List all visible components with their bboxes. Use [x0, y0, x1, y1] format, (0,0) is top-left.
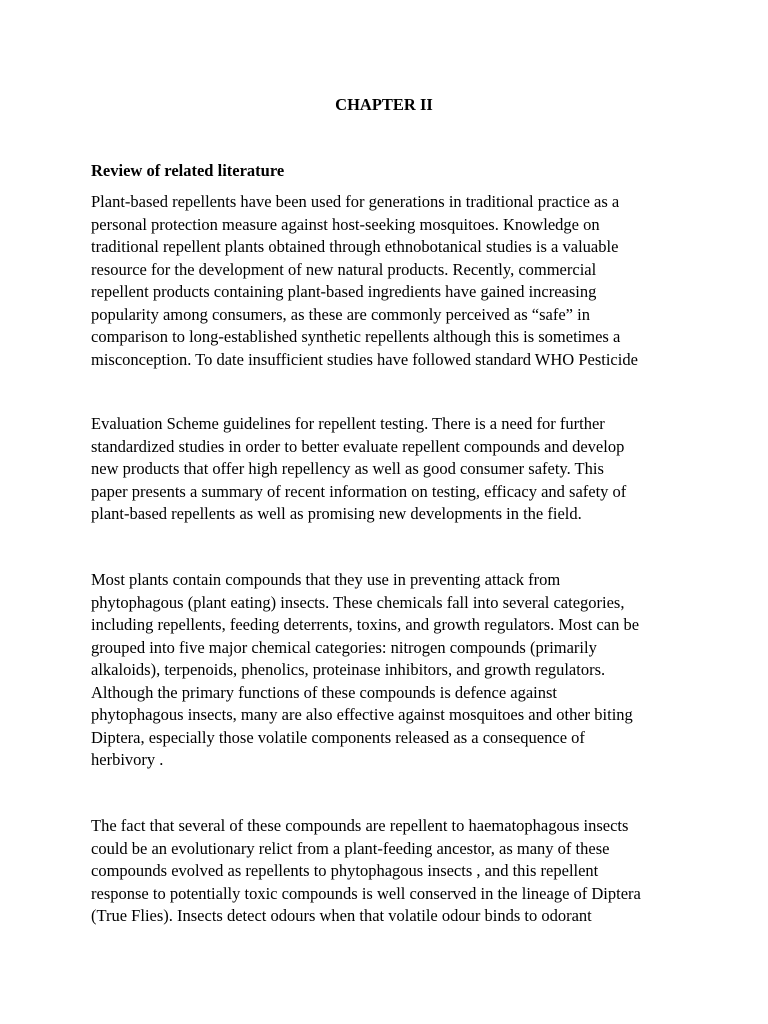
- paragraph-line: personal protection measure against host-seeking mosquitoes. Knowledge on: [91, 214, 600, 234]
- paragraph-line: comparison to long-established synthetic repellents although this is sometimes a: [91, 327, 621, 346]
- section-heading: Review of related literature: [91, 161, 285, 180]
- paragraph-line: phytophagous (plant eating) insects. These chemicals fall into several categories,: [91, 592, 625, 612]
- paragraph-line: compounds evolved as repellents to phytophagous insects , and this repellent: [91, 861, 599, 880]
- paragraph-line: including repellents, feeding deterrents, toxins, and growth regulators. Most can be: [91, 615, 640, 634]
- paragraph-line: standardized studies in order to better evaluate repellent compounds and develop: [91, 436, 625, 456]
- paragraph-line: resource for the development of new natural products. Recently, commercial: [91, 259, 597, 279]
- paragraph-1: [91, 191, 711, 371]
- paragraph-line: response to potentially toxic compounds is well conserved in the lineage of Diptera: [91, 883, 641, 903]
- paragraph-line: paper presents a summary of recent information on testing, efficacy and safety of: [91, 481, 627, 501]
- paragraph-line: The fact that several of these compounds are repellent to haematophagous insects: [91, 816, 629, 835]
- paragraph-line: plant-based repellents as well as promising new developments in the field.: [91, 504, 582, 523]
- paragraph-2: [91, 413, 711, 526]
- paragraph-line: alkaloids), terpenoids, phenolics, proteinase inhibitors, and growth regulators.: [91, 660, 606, 679]
- paragraph-line: repellent products containing plant-based ingredients have gained increasing: [91, 282, 597, 301]
- paragraph-line: Most plants contain compounds that they use in preventing attack from: [91, 570, 561, 589]
- paragraph-line: Plant-based repellents have been used for generations in traditional practice as a: [91, 192, 620, 211]
- paragraph-line: traditional repellent plants obtained through ethnobotanical studies is a valuable: [91, 237, 619, 256]
- paragraph-line: Evaluation Scheme guidelines for repellent testing. There is a need for further: [91, 414, 605, 433]
- paragraph-line: could be an evolutionary relict from a plant-feeding ancestor, as many of these: [91, 838, 610, 858]
- paragraph-line: popularity among consumers, as these are commonly perceived as “safe” in: [91, 304, 590, 324]
- paragraph-3: [91, 569, 711, 772]
- paragraph-line: phytophagous insects, many are also effective against mosquitoes and other biting: [91, 705, 633, 724]
- paragraph-line: (True Flies). Insects detect odours when that volatile odour binds to odorant: [91, 906, 592, 925]
- paragraph-line: herbivory .: [91, 750, 164, 769]
- paragraph-line: new products that offer high repellency as well as good consumer safety. This: [91, 459, 604, 478]
- chapter-title: CHAPTER II: [335, 95, 433, 114]
- paragraph-line: Although the primary functions of these compounds is defence against: [91, 682, 558, 702]
- paragraph-line: misconception. To date insufficient studies have followed standard WHO Pesticide: [91, 349, 638, 369]
- paragraph-4: [91, 815, 711, 928]
- paragraph-line: grouped into five major chemical categories: nitrogen compounds (primarily: [91, 637, 597, 657]
- paragraph-line: Diptera, especially those volatile components released as a consequence of: [91, 727, 585, 747]
